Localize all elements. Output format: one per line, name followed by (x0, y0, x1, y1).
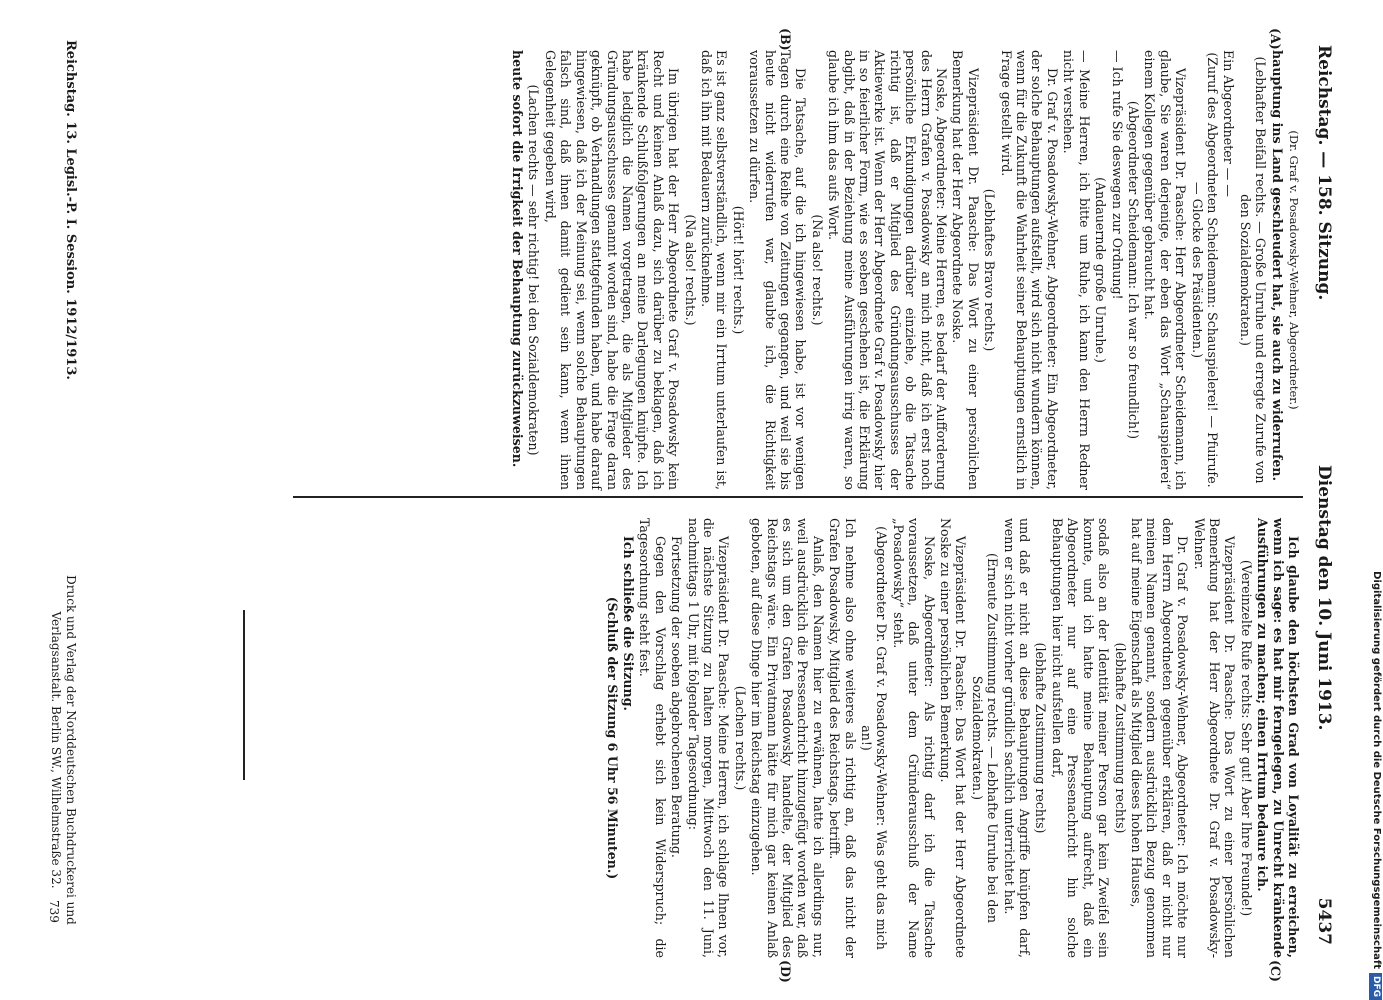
paragraph: Anlaß, den Namen hier zu erwähnen, hatte ich allerdings nur, weil ausdrücklich die Pressenachricht hinzugefügt worden war, daß es sich um den Grafen Posadowsky handelte, der Mitglied des Reichstags wäre. Ein Privatmann hätte für mich gar keinen Anlaß geboten, auf diese Dinge hier im Reichstag einzugehen. (749, 518, 826, 958)
paragraph: Vizepräsident Dr. Paasche: Das Wort hat der Herr Abgeordnete Noske zu einer persönlichen Bemerkung. (938, 518, 969, 958)
paragraph: (Hört! hört! rechts.) (730, 205, 746, 335)
paragraph: heute sofort die Irrigkeit der Behauptung zurückzuweisen. (510, 50, 526, 468)
paragraph: (Lachen rechts.) (732, 685, 748, 791)
paragraph: (Schluß der Sitzung 6 Uhr 56 Minuten.) (604, 596, 620, 880)
paragraph: Noske, Abgeordneter: Meine Herren, es bedarf der Aufforderung des Herrn Grafen v. Posadowsky an mich nicht, daß ich erst noch persönliche Erkundigungen darüber einziehe, ob die Tatsache richtig ist, daß er Mitglied des Gründungsausschusses der Aktiewerke ist. Wenn der Herr Abgeordnete Graf v. Posadowsky hier in so feierlicher Form, wie es soeben geschehen ist, die Erklärung abgibt, daß in der Beziehung meine Ausführungen irrig waren, so glaube ich ihm das aufs Wort. (826, 50, 950, 490)
paragraph: (Erneute Zustimmung rechts. — Lebhafte Unruhe bei den Sozialdemokraten.) (969, 553, 1001, 923)
dfg-credit-text: Digitalisierung gefördert durch die Deutsche Forschungsgemeinschaft (1371, 571, 1382, 969)
footer-legislature: Reichstag. 13. Legisl.-P. I. Session. 1912/1913. (63, 40, 78, 380)
paragraph: (Lebhaftes Bravo rechts.) (982, 188, 998, 352)
paragraph: Vizepräsident Dr. Paasche: Das Wort zu einer persönlichen Bemerkung hat der Herr Abgeordnete Dr. Graf v. Posadowsky-Wehner. (1191, 518, 1238, 958)
dfg-credit (1370, 0, 1383, 1000)
paragraph: (Na also! rechts.) (682, 214, 698, 326)
footer-page-code: 739 (47, 900, 61, 923)
paragraph: Gegen den Vorschlag erhebt sich kein Widerspruch; die Tagesordnung steht fest. (637, 518, 668, 958)
left-column (509, 50, 1301, 490)
paragraph: (Lachen rechts — sehr richtig! bei den Sozialdemokraten) (526, 84, 542, 456)
paragraph: Dr. Graf v. Posadowsky-Wehner, Abgeordneter: Ich möchte nur dem Herrn Abgeordneten gegenüber erklären, daß er nicht nur meinen Namen genannt, sondern ausdrücklich Bezug genommen hat auf meine Eigenschaft als Mitglied dieses hohen Hauses, (1128, 518, 1191, 958)
paragraph: (Na also! rechts.) (809, 214, 825, 326)
paragraph: Fortsetzung der soeben abgebrochenen Beratung. (669, 536, 685, 858)
dfg-logo: DFG (1369, 973, 1382, 1000)
end-rule (243, 610, 245, 780)
footer-printer: Druck und Verlag der Norddeutschen Buchdruckerei und Verlagsanstalt. Berlin SW., Wilhelmstraße 32. (49, 575, 78, 925)
paragraph: Ich nehme also ohne weiteres als richtig an, daß das nicht der Grafen Posadowsky, Mitglied des Reichstags, betrifft. (827, 518, 858, 958)
paragraph: (Lebhafter Beifall rechts. — Große Unruhe und erregte Zurufe von den Sozialdemokraten.) (1237, 56, 1269, 484)
paragraph: Dr. Graf v. Posadowsky-Wehner, Abgeordneter: Ein Abgeordneter, der solche Behauptungen aufstellt, wird sich nicht wundern können, wenn für die Zukunft die Wahrheit seiner Behauptungen ernstlich in Frage gestellt wird. (998, 50, 1060, 490)
right-column (603, 518, 1301, 958)
dfg-sidebar (1370, 0, 1383, 1000)
paragraph: Ein Abgeordneter — — (1221, 50, 1237, 197)
paragraph: — Meine Herren, ich bitte um Ruhe, ich kann den Herrn Redner nicht verstehen. (1061, 50, 1092, 490)
paragraph: (Abgeordneter Scheidemann: Ich war so freundlich!) (1125, 100, 1141, 440)
paragraph: Vizepräsident Dr. Paasche: Herr Abgeordneter Scheidemann, ich glaube, Sie waren derjenige, der eben das Wort „Schauspielerei“ einem Kollegen gegenüber gebraucht hat. (1142, 50, 1189, 490)
page-header (1308, 45, 1338, 945)
paragraph: (Dr. Graf v. Posadowsky-Wehner, Abgeordneter.) (1287, 130, 1301, 410)
paragraph: — Ich rufe Sie deswegen zur Ordnung! (1109, 50, 1125, 300)
paragraph: (Zuruf des Abgeordneten Scheidemann: Schauspielerei! — Pfuirufe. — Glocke des Präsidenten.) (1189, 52, 1220, 488)
margin-mark-d: (D) (778, 960, 793, 983)
paragraph: Es ist ganz selbstverständlich, wenn mir ein Irrtum unterlaufen ist, daß ich ihn mit Bedauern zurücknehme. (698, 50, 730, 490)
paragraph: Im übrigen hat der Herr Abgeordnete Graf v. Posadowsky kein Recht und keinen Anlaß dazu, sich darüber zu beklagen, daß ich kränkende Schlußfolgerungen an meine Darlegungen knüpfte. Ich habe lediglich die Namen vorgetragen, die als Mitglieder des Gründungsausschusses genannt worden sind, habe die Frage daran geknüpft, ob Verhandlungen stattgefunden haben, und habe darauf hingewiesen, daß ich der Meinung sei, wenn solche Behauptungen falsch sind, daß ihnen damit gedient sein kann, wenn ihnen Gelegenheit gegeben wird, (542, 50, 682, 490)
paragraph: Noske, Abgeordneter: Als richtig darf ich die Tatsache voraussetzen, daß unter dem Gründerausschuß der Name „Posadowsky“ steht. (890, 518, 937, 958)
paragraph: Die Tatsache, auf die ich hingewiesen habe, ist vor wenigen Tagen durch eine Reihe von Zeitungen gegangen, und weil sie bis heute nicht widerrufen war, glaubte ich, die Richtigkeit voraussetzen zu dürfen. (747, 50, 809, 490)
paragraph: (lebhafte Zustimmung rechts) (1033, 642, 1049, 834)
header-page-number: 5437 (1314, 897, 1334, 945)
paragraph: (Andauernde große Unruhe.) (1093, 177, 1109, 363)
header-session: Reichstag. — 158. Sitzung. (1314, 45, 1334, 301)
paragraph: (lebhafte Zustimmung rechts) (1112, 642, 1128, 834)
paragraph: hauptung ins Land geschleudert hat, sie auch zu widerrufen. (1269, 50, 1285, 481)
paragraph: und daß er nicht an diese Behauptungen Angriffe knüpfen darf, wenn er sich nicht vorher gründlich sachlich unterrichtet hat. (1001, 518, 1033, 958)
paragraph: (Vereinzelte Rufe rechts: Sehr gut! Aber Ihre Freunde!) (1238, 559, 1254, 917)
paragraph: sodaß also an der Identität meiner Person gar kein Zweifel sein konnte, und ich hatte meine Behauptung aufrecht, daß ein Abgeordneter nur auf eine Pressenachricht hin solche Behauptungen hier nicht aufstellen darf, (1049, 518, 1112, 958)
header-date: Dienstag den 10. Juni 1913. (1314, 465, 1334, 731)
margin-mark-c: (C) (1268, 960, 1283, 982)
paragraph: (Abgeordneter Dr. Graf v. Posadowsky-Wehner: Was geht das mich an!) (859, 526, 890, 950)
column-divider (293, 496, 1303, 498)
margin-mark-a: (A) (1268, 28, 1283, 50)
margin-mark-b: (B) (778, 28, 793, 51)
paragraph: Ich schließe die Sitzung. (620, 536, 636, 711)
paragraph: Ich glaube den höchsten Grad von Loyalität zu erreichen, wenn ich sage: es hat mir ferngelegen, zu Unrecht kränkende Ausführungen zu machen; einen Irrtum bedaure ich. (1255, 518, 1301, 958)
paragraph: Vizepräsident Dr. Paasche: Das Wort zu einer persönlichen Bemerkung hat der Herr Abgeordnete Noske. (950, 50, 981, 490)
paragraph: Vizepräsident Dr. Paasche: Meine Herren, ich schlage Ihnen vor, die nächste Sitzung zu halten morgen, Mittwoch den 11. Juni, nachmittags 1 Uhr, mit folgender Tagesordnung: (685, 518, 732, 958)
